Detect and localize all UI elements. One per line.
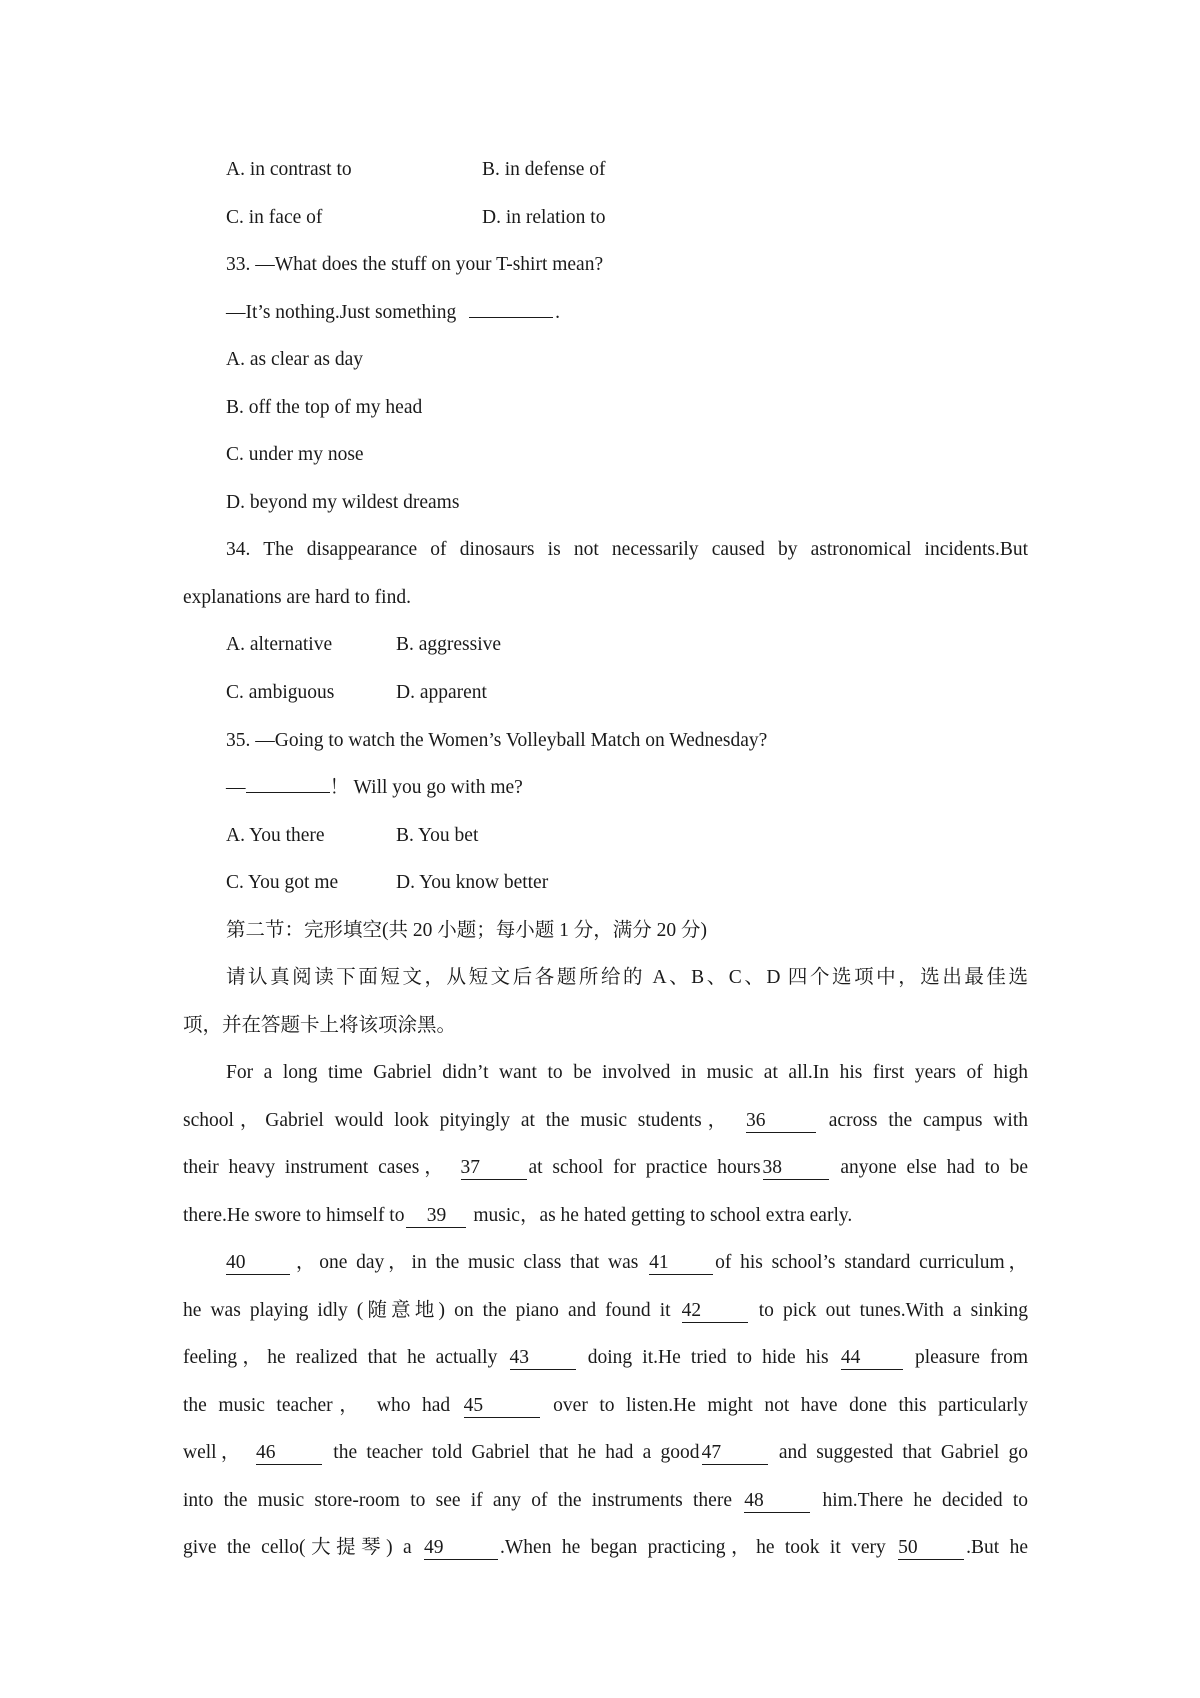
q34-option-d: D. apparent (396, 682, 487, 703)
passage-line-6 (183, 1296, 1028, 1326)
q32-option-d: D. in relation to (482, 207, 606, 228)
q35-stem: 35. —Going to watch the Women’s Volleyball Match on Wednesday? (226, 730, 768, 751)
blank-49: 49 (424, 1537, 498, 1560)
passage-line-2 (183, 1106, 1028, 1136)
q34-options-row-1 (226, 630, 1028, 660)
q35-options-row-2 (226, 868, 1028, 898)
passage-text: feeling，he realized that he actually (183, 1347, 498, 1368)
blank-48: 48 (744, 1490, 810, 1513)
q33-option-a: A. as clear as day (226, 349, 363, 370)
q32-options-row-1 (226, 155, 1028, 185)
section-heading: 第二节：完形填空(共 20 小题；每小题 1 分，满分 20 分) (226, 920, 707, 941)
passage-text: to pick out tunes.With a sinking (758, 1300, 1029, 1321)
passage-line-1: For a long time Gabriel didn’t want to be involved in music at all.In his first years of high (226, 1062, 1028, 1083)
section-instruction-line-2: 项，并在答题卡上将该项涂黑。 (183, 1015, 457, 1036)
passage-text: at school for practice hours (528, 1157, 761, 1178)
passage-line-5 (226, 1248, 1028, 1278)
passage-text: ，one day，in the music class that was (292, 1252, 639, 1273)
passage-text: pleasure from (914, 1347, 1029, 1368)
q33-reply (226, 298, 1028, 328)
q32-option-c: C. in face of (226, 207, 323, 228)
blank-43: 43 (510, 1347, 576, 1370)
blank-47: 47 (702, 1442, 768, 1465)
passage-text: across the campus with (828, 1110, 1029, 1131)
passage-text: there.He swore to himself to (183, 1205, 405, 1226)
passage-text: him.There he decided to (822, 1490, 1029, 1511)
passage-text: the teacher told Gabriel that he had a good (333, 1442, 700, 1463)
blank-39: 39 (406, 1205, 466, 1228)
q32-option-a: A. in contrast to (226, 159, 352, 180)
q35-options-row-1 (226, 821, 1028, 851)
q34-option-c: C. ambiguous (226, 682, 335, 703)
passage-line-8 (183, 1391, 1028, 1421)
passage-line-10 (183, 1486, 1028, 1516)
q33-reply-text: —It’s nothing.Just something (226, 302, 457, 323)
blank-50: 50 (898, 1537, 964, 1560)
q32-option-b: B. in defense of (482, 159, 606, 180)
q34-option-a: A. alternative (226, 634, 333, 655)
blank-45: 45 (464, 1395, 540, 1418)
passage-text: give the cello(大提琴) a (183, 1537, 412, 1558)
blank-36: 36 (746, 1110, 816, 1133)
passage-text: he was playing idly (随意地) on the piano and found it (183, 1300, 671, 1321)
passage-text: anyone else had to be (840, 1157, 1029, 1178)
passage-text: into the music store-room to see if any of the instruments there (183, 1490, 732, 1511)
passage-text: music，as he hated getting to school extra early. (473, 1205, 853, 1226)
q35-option-d: D. You know better (396, 872, 549, 893)
q32-options-row-2 (226, 203, 1028, 233)
blank-38: 38 (763, 1157, 829, 1180)
q33-option-c: C. under my nose (226, 444, 364, 465)
q35-option-b: B. You bet (396, 825, 479, 846)
q35-option-c: C. You got me (226, 872, 339, 893)
blank-42: 42 (682, 1300, 748, 1323)
blank-41: 41 (649, 1252, 713, 1275)
passage-text: .But he (966, 1537, 1029, 1558)
q35-reply-dash: — (226, 777, 246, 798)
passage-line-7 (183, 1343, 1028, 1373)
q35-answer-blank (246, 792, 330, 793)
passage-text: doing it.He tried to hide his (587, 1347, 829, 1368)
q33-option-d: D. beyond my wildest dreams (226, 492, 460, 513)
q33-stem: 33. —What does the stuff on your T-shirt mean? (226, 254, 604, 275)
q35-reply (226, 773, 1028, 803)
q34-option-b: B. aggressive (396, 634, 502, 655)
blank-44: 44 (841, 1347, 903, 1370)
section-instruction-line-1: 请认真阅读下面短文，从短文后各题所给的 A、B、C、D 四个选项中，选出最佳选 (226, 967, 1028, 988)
blank-46: 46 (256, 1442, 322, 1465)
q34-stem-line-2: explanations are hard to find. (183, 587, 411, 608)
q34-stem-line-1: 34. The disappearance of dinosaurs is not necessarily caused by astronomical incidents.But (226, 539, 1028, 560)
q34-options-row-2 (226, 678, 1028, 708)
blank-40: 40 (226, 1252, 290, 1275)
q35-option-a: A. You there (226, 825, 325, 846)
passage-text: and suggested that Gabriel go (778, 1442, 1029, 1463)
q35-reply-end: ！ Will you go with me? (329, 777, 523, 798)
passage-text: .When he began practicing，he took it very (500, 1537, 886, 1558)
blank-37: 37 (461, 1157, 527, 1180)
passage-text: the music teacher， who had (183, 1395, 451, 1416)
passage-line-4 (183, 1201, 1028, 1231)
passage-text: over to listen.He might not have done this particularly (553, 1395, 1029, 1416)
passage-text: their heavy instrument cases， (183, 1157, 449, 1178)
q33-option-b: B. off the top of my head (226, 397, 423, 418)
passage-line-9 (183, 1438, 1028, 1468)
passage-text: well， (183, 1442, 245, 1463)
passage-line-11 (183, 1533, 1028, 1563)
passage-text: of his school’s standard curriculum， (715, 1252, 1028, 1273)
q33-reply-end: . (555, 302, 560, 323)
passage-text: school，Gabriel would look pityingly at the music students， (183, 1110, 734, 1131)
q33-answer-blank (469, 317, 553, 318)
passage-line-3 (183, 1153, 1028, 1183)
